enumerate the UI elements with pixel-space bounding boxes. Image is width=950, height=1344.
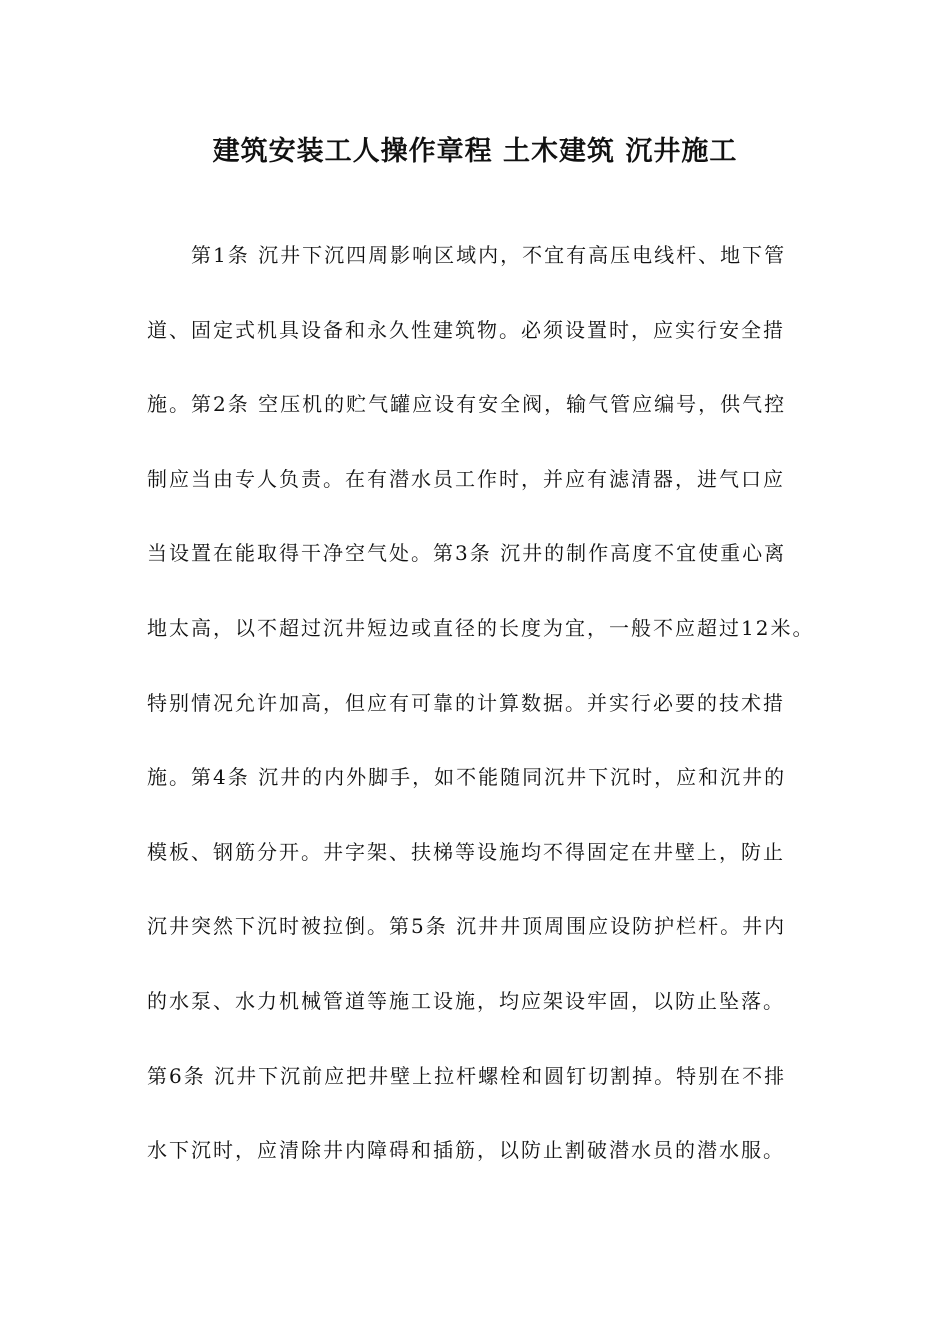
body-line-9: 模板、钢筋分开。井字架、扶梯等设施均不得固定在井壁上，防止 bbox=[147, 839, 785, 864]
body-line-4: 制应当由专人负责。在有潜水员工作时，并应有滤清器，进气口应 bbox=[147, 466, 785, 491]
body-line-13: 水下沉时，应清除井内障碍和插筋，以防止割破潜水员的潜水服。 bbox=[147, 1138, 785, 1163]
body-line-7: 特别情况允许加高，但应有可靠的计算数据。并实行必要的技术措 bbox=[147, 690, 785, 715]
body-line-6: 地太高，以不超过沉井短边或直径的长度为宜，一般不应超过12米。 bbox=[147, 615, 815, 640]
body-line-5: 当设置在能取得干净空气处。第3条 沉井的制作高度不宜使重心离 bbox=[147, 541, 787, 566]
body-line-1: 第1条 沉井下沉四周影响区域内，不宜有高压电线杆、地下管 bbox=[191, 243, 787, 267]
body-line-2: 道、固定式机具设备和永久性建筑物。必须设置时，应实行安全措 bbox=[147, 317, 785, 342]
body-line-11: 的水泵、水力机械管道等施工设施，均应架设牢固，以防止坠落。 bbox=[147, 988, 785, 1013]
body-line-3: 施。第2条 空压机的贮气罐应设有安全阀，输气管应编号，供气控 bbox=[147, 392, 787, 417]
document-title: 建筑安装工人操作章程 土木建筑 沉井施工 bbox=[212, 136, 738, 167]
body-line-8: 施。第4条 沉井的内外脚手，如不能随同沉井下沉时，应和沉井的 bbox=[147, 765, 787, 790]
body-line-10: 沉井突然下沉时被拉倒。第5条 沉井井顶周围应设防护栏杆。井内 bbox=[147, 914, 787, 939]
document-body bbox=[147, 233, 827, 1203]
body-line-12: 第6条 沉井下沉前应把井壁上拉杆螺栓和圆钉切割掉。特别在不排 bbox=[147, 1063, 787, 1088]
